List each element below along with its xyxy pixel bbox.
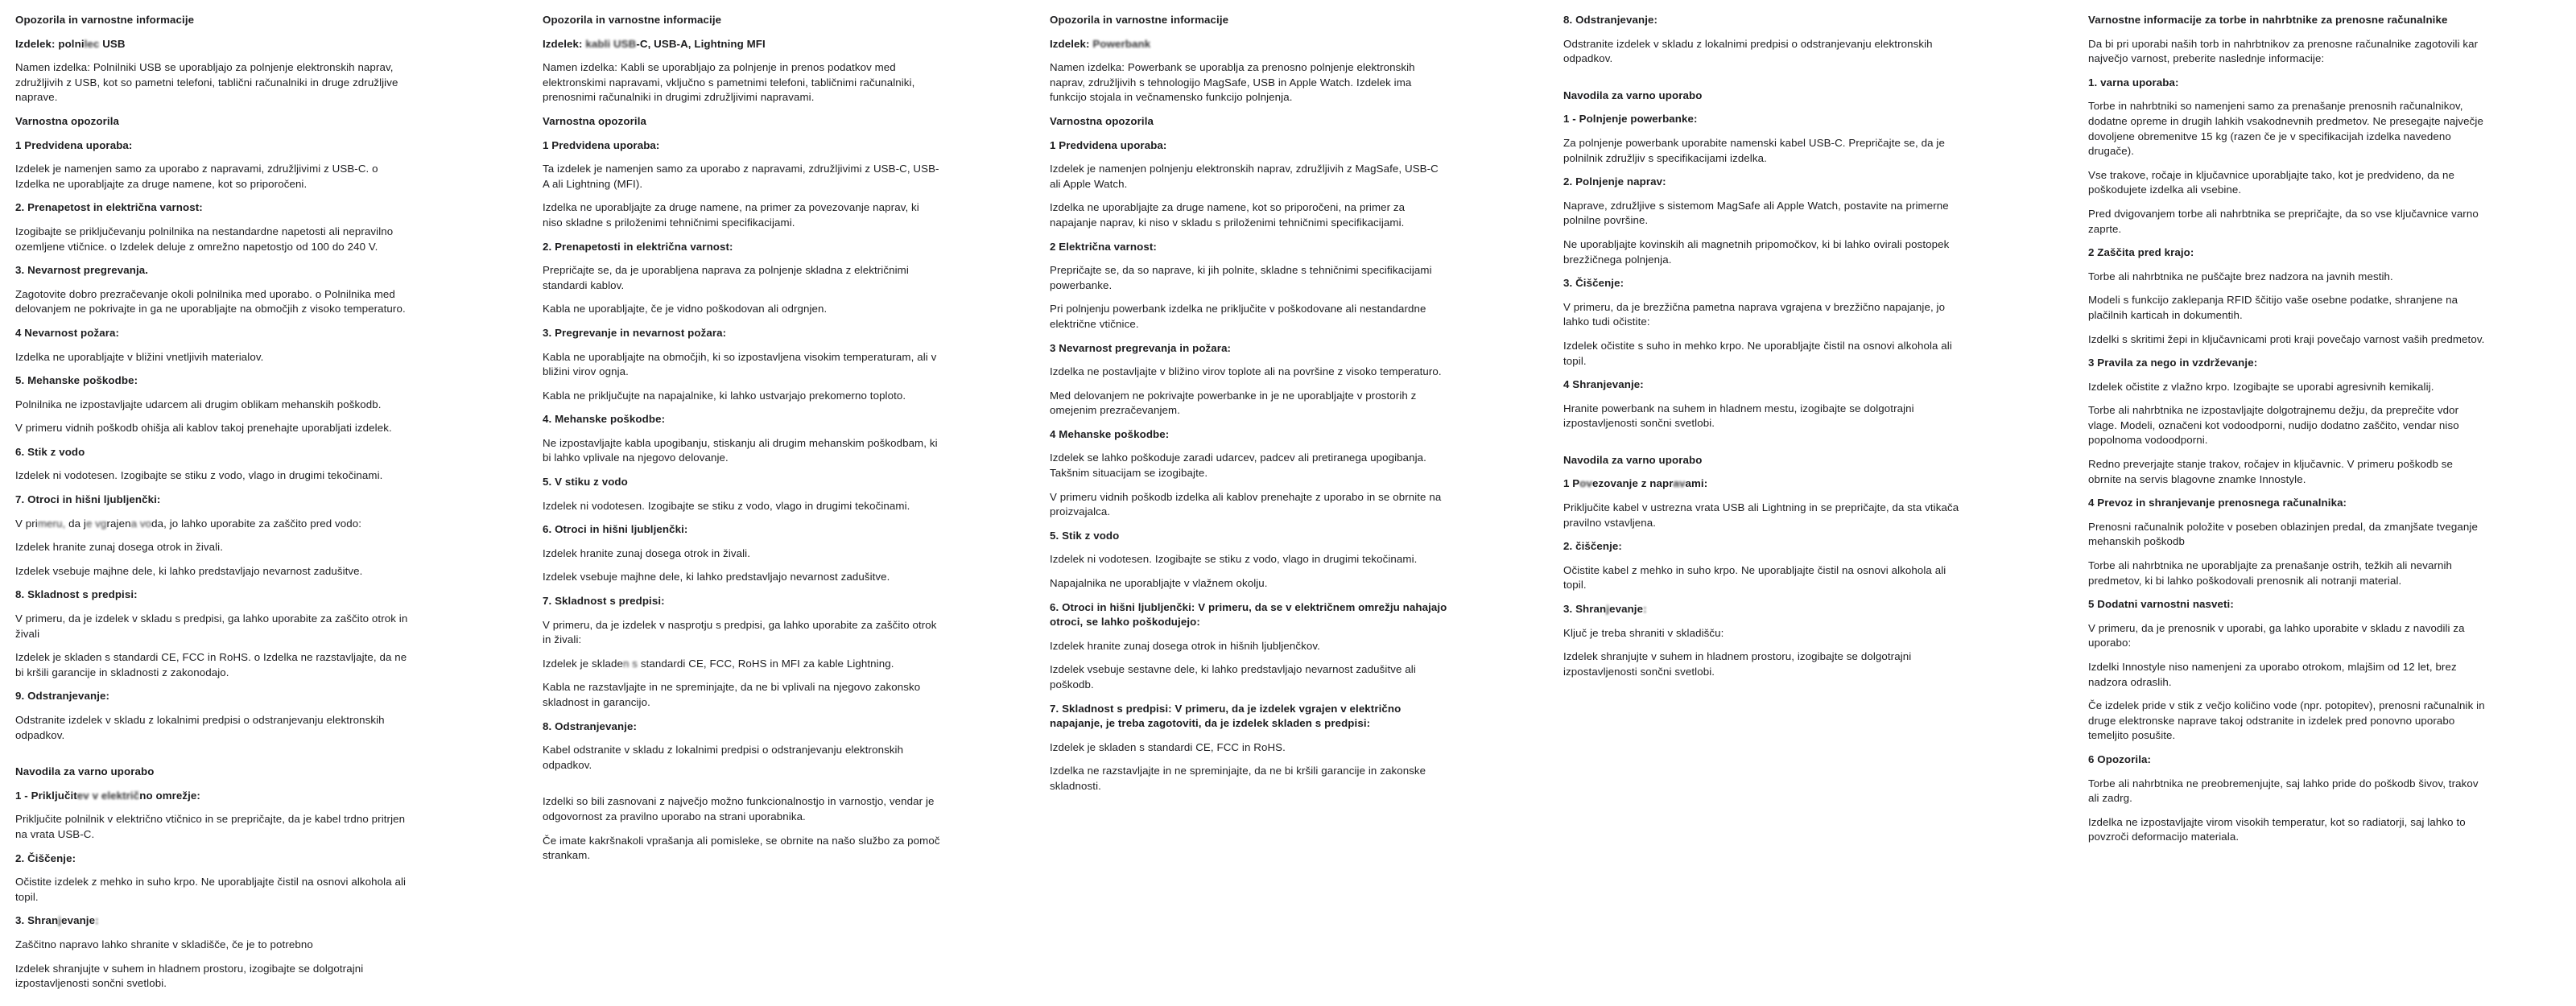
section-heading	[15, 789, 413, 804]
paragraph: Kabla ne razstavljajte in ne spreminjajte, da ne bi vplivali na njegovo zakonsko skladnost in garancijo.	[543, 681, 921, 708]
paragraph: Izdelek ni vodotesen. Izogibajte se stiku z vodo, vlago in drugimi tekočinami.	[15, 469, 383, 482]
paragraph: Kabla ne uporabljajte, če je vidno poškodovan ali odrgnjen.	[543, 303, 828, 315]
text-segment: V pri	[15, 517, 38, 530]
text-segment: ami:	[1685, 477, 1708, 490]
section-heading: 7. Skladnost s predpisi:	[543, 595, 665, 608]
paragraph: Izdelek je skladen s standardi CE, FCC in RoHS.	[1050, 740, 1286, 753]
text-segment: da, jo lahko uporabite za zaščito pred vodo:	[151, 517, 362, 530]
paragraph: Odstranite izdelek v skladu z lokalnimi predpisi o odstranjevanju elektronskih odpadkov.	[1563, 37, 1933, 65]
paragraph: Izdelek vsebuje majhne dele, ki lahko predstavljajo nevarnost zadušitve.	[543, 571, 890, 583]
paragraph: Da bi pri uporabi naših torb in nahrbtnikov za prenosne računalnike zagotovili kar največjo varnost, preberite naslednje informacije:	[2088, 37, 2479, 65]
section-heading: 4 Nevarnost požara:	[15, 326, 119, 339]
paragraph: Izdelek je skladen s standardi CE, FCC in RoHS. o Izdelka ne razstavljajte, da ne bi kršili garancije in skladnosti z zakonodajo.	[15, 651, 407, 678]
paragraph: Kabel odstranite v skladu z lokalnimi predpisi o odstranjevanju elektronskih odpadkov.	[543, 744, 904, 771]
paragraph: V primeru, da je izdelek v skladu s predpisi, ga lahko uporabite za zaščito otrok in živali	[15, 612, 408, 640]
section-heading	[1563, 476, 1961, 492]
text-segment: -C, USB-A, Lightning MFI	[636, 37, 766, 50]
paragraph: Med delovanjem ne pokrivajte powerbanke in je ne uporabljajte v prostorih z omejenim prezračevanjem.	[1050, 389, 1417, 417]
paragraph: Priključite polnilnik v električno vtičnico in se prepričajte, da je kabel trdno pritrjen na vrata USB-C.	[15, 813, 406, 840]
paragraph: Ne izpostavljajte kabla upogibanju, stiskanju ali drugim mehanskim poškodbam, ki bi lahko vplivale na njegovo delovanje.	[543, 436, 938, 464]
section-heading: 6. Otroci in hišni ljubljenčki:	[543, 523, 688, 536]
paragraph: V primeru vidnih poškodb izdelka ali kablov prenehajte z uporabo in se obrnite na proizvajalca.	[1050, 490, 1442, 518]
blurred-text: j	[1606, 603, 1610, 616]
paragraph: Očistite kabel z mehko in suho krpo. Ne uporabljajte čistil na osnovi alkohola ali topil.	[1563, 563, 1946, 592]
text-segment: 3. Shran	[1563, 603, 1607, 616]
paragraph: Torbe ali nahrbtnika ne uporabljajte za prenašanje ostrih, težkih ali nevarnih predmetov, ki bi lahko poškodovali prenosnik ali notranji material.	[2088, 559, 2453, 587]
paragraph: Torbe ali nahrbtnika ne preobremenjujte, saj lahko pride do poškodb šivov, trakov ali zadrg.	[2088, 777, 2479, 805]
section-heading: 9. Odstranjevanje:	[15, 690, 110, 703]
text-segment: Izdelek:	[543, 37, 586, 50]
section-heading	[1563, 602, 1961, 617]
text-segment: no omrežje:	[139, 789, 200, 802]
section-heading: 5 Dodatni varnostni nasveti:	[2088, 598, 2234, 611]
section-heading: 4 Shranjevanje:	[1563, 378, 1644, 391]
section-heading: 2. čiščenje:	[1563, 540, 1622, 553]
paragraph: Prepričajte se, da je uporabljena naprava za polnjenje skladna z električnimi standardi kablov.	[543, 264, 909, 291]
paragraph: Naprave, združljive s sistemom MagSafe ali Apple Watch, postavite na primerne polnilne površine.	[1563, 199, 1949, 227]
section-heading: 1 - Polnjenje powerbanke:	[1563, 113, 1698, 126]
section-heading: 5. Stik z vodo	[1050, 529, 1120, 542]
paragraph: Izdelek hranite zunaj dosega otrok in živali.	[543, 546, 751, 559]
paragraph: Izdelek ni vodotesen. Izogibajte se stiku z vodo, vlago in drugimi tekočinami.	[1050, 553, 1418, 566]
section-heading: 6. Stik z vodo	[15, 445, 85, 458]
section-heading	[543, 37, 940, 52]
paragraph: Pred dvigovanjem torbe ali nahrbtnika se prepričajte, da so vse ključavnice varno zaprte.	[2088, 207, 2479, 235]
paragraph: Torbe in nahrbtniki so namenjeni samo za prenašanje prenosnih računalnikov, dodatne opreme in drugih lahkih vsakodnevnih predmetov. Ne presegajte največje dovoljene obremenitve 15 kg (razen če je v specifikacijah izdelka navedeno drugače).	[2088, 100, 2483, 158]
paragraph: Izdelki s skritimi žepi in ključavnicami proti kraji povečajo varnost vaših predmetov.	[2088, 332, 2485, 345]
paragraph: Izdelki so bili zasnovani z največjo možno funkcionalnostjo in varnostjo, vendar je odgovornost za pravilno uporabo na strani uporabnika.	[543, 795, 935, 823]
paragraph: Očistite izdelek z mehko in suho krpo. Ne uporabljajte čistil na osnovi alkohola ali topil.	[15, 876, 407, 903]
text-segment: Izdelek:	[1050, 37, 1093, 50]
text-segment: 3. Shran	[15, 914, 59, 927]
paragraph: Izdelka ne uporabljajte za druge namene, na primer za povezovanje naprav, ki niso skladne s priloženimi tehničnimi specifikacijami.	[543, 201, 919, 229]
blurred-text: meru,	[37, 517, 69, 530]
text-segment: 1 P	[1563, 477, 1580, 490]
section-heading: Varnostna opozorila	[15, 114, 119, 127]
column-laptop-bags-safety	[2088, 13, 2486, 854]
paragraph: Torbe ali nahrbtnika ne izpostavljajte dolgotrajnemu dežju, da preprečite vdor vlage. Modeli, označeni kot vodoodporni, nudijo dodatno zaščito, vendar niso popolnoma vodoodporni.	[2088, 404, 2459, 447]
paragraph: V primeru, da je brezžična pametna naprava vgrajena v brezžično napajanje, jo lahko tudi očistite:	[1563, 300, 1946, 328]
blurred-text: av	[1673, 477, 1686, 490]
text-segment: da j	[68, 517, 86, 530]
section-heading: 2. Prenapetost in električna varnost:	[15, 201, 203, 214]
section-heading: 7. Skladnost s predpisi: V primeru, da je izdelek vgrajen v električno napajanje, je treba zagotoviti, da je izdelek skladen s predpisi:	[1050, 702, 1402, 730]
paragraph: Izdelka ne uporabljajte v bližini vnetljivih materialov.	[15, 350, 264, 363]
section-heading: 1 Predvidena uporaba:	[15, 138, 133, 151]
paragraph: Izdelek shranjujte v suhem in hladnem prostoru, izogibajte se dolgotrajni izpostavljenosti sončni svetlobi.	[1563, 650, 1912, 678]
section-heading: Navodila za varno uporabo	[1563, 453, 1703, 466]
paragraph: Izdelka ne razstavljajte in ne spreminjajte, da ne bi kršili garancije in zakonske skladnosti.	[1050, 765, 1426, 792]
paragraph: Namen izdelka: Polnilniki USB se uporabljajo za polnjenje elektronskih naprav, združljivih z USB, kot so pametni telefoni, tablični računalniki in druge združljive naprave.	[15, 61, 398, 104]
blurred-text: e vg	[85, 517, 107, 530]
section-heading: 8. Skladnost s predpisi:	[15, 588, 138, 601]
section-heading: 2 Električna varnost:	[1050, 240, 1157, 253]
paragraph	[15, 517, 413, 532]
paragraph: Prenosni računalnik položite v poseben oblazinjen predal, da zmanjšate tveganje mehanskih poškodb	[2088, 520, 2478, 548]
text-segment: Izdelek je sklade	[543, 657, 624, 670]
section-heading: 2. Prenapetosti in električna varnost:	[543, 240, 733, 253]
section-heading: 2. Polnjenje naprav:	[1563, 175, 1666, 188]
section-heading: 2. Čiščenje:	[15, 851, 76, 864]
paragraph: Če imate kakršnakoli vprašanja ali pomisleke, se obrnite na našo službo za pomoč strankam.	[543, 834, 940, 862]
section-heading: 8. Odstranjevanje:	[1563, 14, 1658, 26]
text-segment: Izdelek: polni	[15, 37, 85, 50]
paragraph: Izdelek vsebuje sestavne dele, ki lahko predstavljajo nevarnost zadušitve ali poškodb.	[1050, 663, 1416, 691]
section-heading: 6 Opozorila:	[2088, 752, 2152, 765]
text-segment: evanje	[61, 914, 96, 927]
paragraph: Polnilnika ne izpostavljajte udarcem ali drugim oblikam mehanskih poškodb.	[15, 398, 382, 410]
blurred-text: lec	[84, 37, 100, 50]
blurred-text: kabli USB	[585, 37, 637, 50]
section-heading: Navodila za varno uporabo	[1563, 89, 1703, 101]
blurred-text: n s	[623, 657, 641, 670]
section-heading: 1 Predvidena uporaba:	[1050, 138, 1167, 151]
paragraph: Izogibajte se priključevanju polnilnika na nestandardne napetosti ali nepravilno ozemljene vtičnice. o Izdelek deluje z omrežno napetostjo od 100 do 240 V.	[15, 225, 394, 253]
paragraph: Izdelek ni vodotesen. Izogibajte se stiku z vodo, vlago in drugimi tekočinami.	[543, 499, 910, 512]
section-heading: 4. Mehanske poškodbe:	[543, 413, 666, 426]
paragraph: Izdelek je namenjen samo za uporabo z napravami, združljivimi z USB-C. o Izdelka ne uporabljajte za druge namene, kot so priporočeni.	[15, 163, 378, 190]
text-segment: 1 - Priključit	[15, 789, 77, 802]
paragraph: Izdelek shranjujte v suhem in hladnem prostoru, izogibajte se dolgotrajni izpostavljenosti sončni svetlobi.	[15, 962, 364, 990]
section-heading: 3 Nevarnost pregrevanja in požara:	[1050, 341, 1232, 354]
section-heading: 3. Nevarnost pregrevanja.	[15, 264, 149, 277]
paragraph: Odstranite izdelek v skladu z lokalnimi predpisi o odstranjevanju elektronskih odpadkov.	[15, 714, 385, 741]
section-heading: 3. Pregrevanje in nevarnost požara:	[543, 326, 727, 339]
section-heading: 3. Čiščenje:	[1563, 277, 1624, 290]
text-segment: rajen	[106, 517, 131, 530]
section-heading: Opozorila in varnostne informacije	[1050, 14, 1229, 26]
paragraph: Namen izdelka: Powerbank se uporablja za prenosno polnjenje elektronskih naprav, združljivih s tehnologijo MagSafe, USB in Apple Watch. Izdelek ima funkcijo stojala in večnamensko funkcijo polnjenja.	[1050, 61, 1415, 104]
paragraph	[543, 657, 940, 672]
paragraph: Prepričajte se, da so naprave, ki jih polnite, skladne s tehničnimi specifikacijami powerbanke.	[1050, 264, 1432, 291]
section-heading: Opozorila in varnostne informacije	[15, 14, 195, 26]
column-powerbank-safety	[1050, 13, 1447, 803]
paragraph: Ne uporabljajte kovinskih ali magnetnih pripomočkov, ki bi lahko ovirali postopek brezžičnega polnjenja.	[1563, 237, 1950, 266]
paragraph: Izdelek vsebuje majhne dele, ki lahko predstavljajo nevarnost zadušitve.	[15, 564, 363, 577]
section-heading: 1 Predvidena uporaba:	[543, 138, 660, 151]
section-heading: Navodila za varno uporabo	[15, 765, 155, 778]
paragraph: Zaščitno napravo lahko shranite v skladišče, če je to potrebno	[15, 938, 313, 950]
paragraph: Če izdelek pride v stik z večjo količino vode (npr. potopitev), prenosni računalnik in druge elektronske naprave takoj odstranite in izdelek pred ponovno uporabo temeljito posušite.	[2088, 699, 2485, 742]
paragraph: Kabla ne uporabljajte na območjih, ki so izpostavljena visokim temperaturam, ali v bližini virov ognja.	[543, 350, 937, 378]
paragraph: Izdelka ne izpostavljajte virom visokih temperatur, kot so radiatorji, saj lahko to povzroči deformacijo materiala.	[2088, 815, 2466, 843]
blurred-text: ov	[1579, 477, 1592, 490]
text-segment: ezovanje z napr	[1591, 477, 1674, 490]
paragraph: Kabla ne priključujte na napajalnike, ki lahko ustvarjajo prekomerno toploto.	[543, 389, 906, 402]
section-heading: Varnostna opozorila	[543, 114, 646, 127]
section-heading: 5. V stiku z vodo	[543, 476, 628, 489]
section-heading: 8. Odstranjevanje:	[543, 719, 638, 732]
blurred-text: ev v električ	[76, 789, 140, 802]
text-segment: standardi CE, FCC, RoHS in MFI za kable Lightning.	[640, 657, 894, 670]
paragraph: Izdelek se lahko poškoduje zaradi udarcev, padcev ali pretiranega upogibanja. Takšnim situacijam se izogibajte.	[1050, 451, 1426, 480]
paragraph: Torbe ali nahrbtnika ne puščajte brez nadzora na javnih mestih.	[2088, 270, 2393, 282]
column-powerbank-cable-usage	[1563, 13, 1961, 688]
paragraph: Izdelek hranite zunaj dosega otrok in živali.	[15, 541, 224, 554]
section-heading: 4 Prevoz in shranjevanje prenosnega računalnika:	[2088, 497, 2347, 509]
paragraph: Izdelki Innostyle niso namenjeni za uporabo otrokom, mlajšim od 12 let, brez nadzora odraslih.	[2088, 661, 2457, 688]
paragraph: Napajalnika ne uporabljajte v vlažnem okolju.	[1050, 577, 1268, 590]
paragraph: Izdelka ne uporabljajte za druge namene, kot so priporočeni, na primer za napajanje naprav, ki niso v skladu s priloženimi tehničnimi specifikacijami.	[1050, 201, 1406, 229]
section-heading: 6. Otroci in hišni ljubljenčki: V primeru, da se v električnem omrežju nahajajo otroci, se lahko poškodujejo:	[1050, 600, 1447, 629]
paragraph: Izdelek očistite z vlažno krpo. Izogibajte se uporabi agresivnih kemikalij.	[2088, 380, 2434, 393]
paragraph: Priključite kabel v ustrezna vrata USB ali Lightning in se prepričajte, da sta vtikača pravilno vstavljena.	[1563, 501, 1959, 529]
section-heading: 5. Mehanske poškodbe:	[15, 374, 138, 387]
section-heading: 2 Zaščita pred krajo:	[2088, 246, 2194, 259]
text-segment: evanje	[1609, 603, 1644, 616]
paragraph: V primeru, da je prenosnik v uporabi, ga lahko uporabite v skladu z navodili za uporabo:	[2088, 621, 2465, 649]
blurred-text: j	[58, 914, 62, 927]
blurred-text: :	[95, 914, 99, 927]
paragraph: Modeli s funkcijo zaklepanja RFID ščitijo vaše osebne podatke, shranjene na plačilnih karticah in dokumentih.	[2088, 294, 2458, 321]
paragraph: Ta izdelek je namenjen samo za uporabo z napravami, združljivimi z USB-C, USB-A ali Lightning (MFI).	[543, 163, 939, 190]
section-heading	[15, 37, 413, 52]
column-cables-safety	[543, 13, 940, 872]
section-heading: 4 Mehanske poškodbe:	[1050, 427, 1170, 440]
paragraph: Namen izdelka: Kabli se uporabljajo za polnjenje in prenos podatkov med elektronskimi napravami, vključno s pametnimi telefoni, tabličnimi računalniki, prenosnimi računalniki in drugimi združljivimi napravami.	[543, 61, 915, 104]
section-heading	[1050, 37, 1447, 52]
blurred-text: Powerbank	[1092, 37, 1151, 50]
paragraph: Pri polnjenju powerbank izdelka ne priključite v poškodovane ali nestandardne električne vtičnice.	[1050, 303, 1426, 330]
text-segment: USB	[99, 37, 126, 50]
column-usb-charger-safety	[15, 13, 413, 1000]
section-heading: 1. varna uporaba:	[2088, 76, 2179, 89]
paragraph: Ključ je treba shraniti v skladišču:	[1563, 626, 1724, 639]
paragraph: Za polnjenje powerbank uporabite namenski kabel USB-C. Prepričajte se, da je polnilnik združljiv s specifikacijami izdelka.	[1563, 136, 1945, 164]
paragraph: V primeru, da je izdelek v nasprotju s predpisi, ga lahko uporabite za zaščito otrok in živali:	[543, 618, 937, 646]
section-heading: Opozorila in varnostne informacije	[543, 14, 722, 26]
paragraph: Redno preverjajte stanje trakov, ročajev in ključavnic. V primeru poškodb se obrnite na servis blagovne znamke Innostyle.	[2088, 458, 2454, 485]
blurred-text: :	[1643, 603, 1647, 616]
blurred-text: a vo	[130, 517, 152, 530]
section-heading: 3 Pravila za nego in vzdrževanje:	[2088, 357, 2258, 369]
paragraph: Izdelek hranite zunaj dosega otrok in hišnih ljubljenčkov.	[1050, 639, 1320, 652]
paragraph: Izdelek je namenjen polnjenju elektronskih naprav, združljivih z MagSafe, USB-C ali Apple Watch.	[1050, 163, 1439, 190]
section-heading: Varnostna opozorila	[1050, 114, 1154, 127]
section-heading: Varnostne informacije za torbe in nahrbtnike za prenosne računalnike	[2088, 14, 2448, 26]
section-heading	[15, 913, 413, 929]
section-heading: 7. Otroci in hišni ljubljenčki:	[15, 493, 161, 506]
paragraph: Izdelek očistite s suho in mehko krpo. Ne uporabljajte čistil na osnovi alkohola ali topil.	[1563, 339, 1952, 367]
paragraph: Zagotovite dobro prezračevanje okoli polnilnika med uporabo. o Polnilnika med delovanjem ne pokrivajte in ga ne uporabljajte na območjih z visoko temperaturo.	[15, 287, 406, 315]
paragraph: V primeru vidnih poškodb ohišja ali kablov takoj prenehajte uporabljati izdelek.	[15, 422, 392, 435]
paragraph: Hranite powerbank na suhem in hladnem mestu, izogibajte se dolgotrajni izpostavljenosti sončni svetlobi.	[1563, 402, 1914, 430]
paragraph: Izdelka ne postavljajte v bližino virov toplote ali na površine z visoko temperaturo.	[1050, 365, 1442, 378]
paragraph: Vse trakove, ročaje in ključavnice uporabljajte tako, kot je predvideno, da ne poškodujete izdelka ali vsebine.	[2088, 168, 2454, 196]
